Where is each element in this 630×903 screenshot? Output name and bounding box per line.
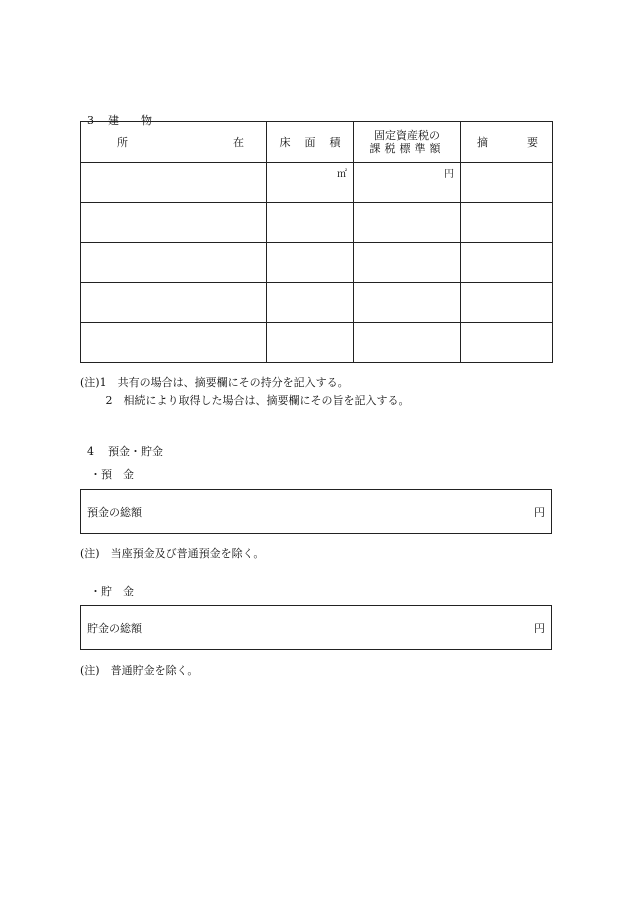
deposit-note: (注) 当座預金及び普通預金を除く。 (80, 547, 265, 560)
section4-number: 4 (87, 445, 94, 458)
cell-location[interactable] (81, 163, 267, 203)
cell-floor-area[interactable] (267, 163, 354, 203)
savings-total-unit: 円 (534, 621, 545, 635)
cell-remarks[interactable] (461, 163, 553, 203)
cell-remarks[interactable] (461, 243, 553, 283)
header-location (81, 122, 267, 163)
savings-label: ・貯 金 (90, 585, 134, 598)
deposit-total-box[interactable] (80, 489, 552, 534)
table-row (81, 243, 553, 283)
section4-heading (80, 430, 163, 459)
cell-location[interactable] (81, 203, 267, 243)
yen-unit: 円 (444, 169, 454, 180)
header-floor-area-3: 積 (329, 136, 341, 149)
header-location-b: 在 (233, 136, 244, 149)
section3-number: 3 (87, 114, 94, 127)
header-tax-base-line1: 固定資産税の (374, 129, 440, 142)
section3-note-2: 2 相続により取得した場合は、摘要欄にその旨を記入する。 (80, 394, 410, 407)
cell-floor-area[interactable] (267, 283, 354, 323)
savings-total-label: 貯金の総額 (87, 621, 142, 635)
cell-remarks[interactable] (461, 203, 553, 243)
header-remarks-b: 要 (527, 136, 538, 149)
header-location-a: 所 (117, 136, 128, 149)
header-remarks-a: 摘 (477, 136, 488, 149)
header-tax-base (354, 122, 461, 163)
buildings-table (80, 121, 553, 363)
cell-floor-area[interactable] (267, 243, 354, 283)
cell-tax-base[interactable] (354, 203, 461, 243)
header-floor-area-1: 床 (279, 136, 291, 149)
table-row (81, 163, 553, 203)
section3-note-1: (注)1 共有の場合は、摘要欄にその持分を記入する。 (80, 376, 349, 389)
table-row (81, 203, 553, 243)
cell-remarks[interactable] (461, 283, 553, 323)
deposit-label: ・預 金 (90, 468, 134, 481)
savings-total-box[interactable] (80, 605, 552, 650)
cell-location[interactable] (81, 243, 267, 283)
cell-remarks[interactable] (461, 323, 553, 363)
section4-title: 預金・貯金 (108, 445, 163, 458)
cell-tax-base[interactable] (354, 243, 461, 283)
header-floor-area-2: 面 (304, 136, 316, 149)
savings-note: (注) 普通貯金を除く。 (80, 664, 199, 677)
cell-location[interactable] (81, 283, 267, 323)
cell-tax-base[interactable] (354, 163, 461, 203)
table-row (81, 323, 553, 363)
cell-tax-base[interactable] (354, 283, 461, 323)
cell-floor-area[interactable] (267, 323, 354, 363)
section3-title: 建 物 (108, 114, 152, 127)
area-unit: ㎡ (337, 169, 347, 180)
deposit-total-label: 預金の総額 (87, 505, 142, 519)
header-tax-base-line2: 課税標準額 (369, 142, 445, 155)
table-header-row (81, 122, 553, 163)
header-remarks (461, 122, 553, 163)
header-floor-area (267, 122, 354, 163)
deposit-total-unit: 円 (534, 505, 545, 519)
cell-tax-base[interactable] (354, 323, 461, 363)
cell-floor-area[interactable] (267, 203, 354, 243)
cell-location[interactable] (81, 323, 267, 363)
table-row (81, 283, 553, 323)
